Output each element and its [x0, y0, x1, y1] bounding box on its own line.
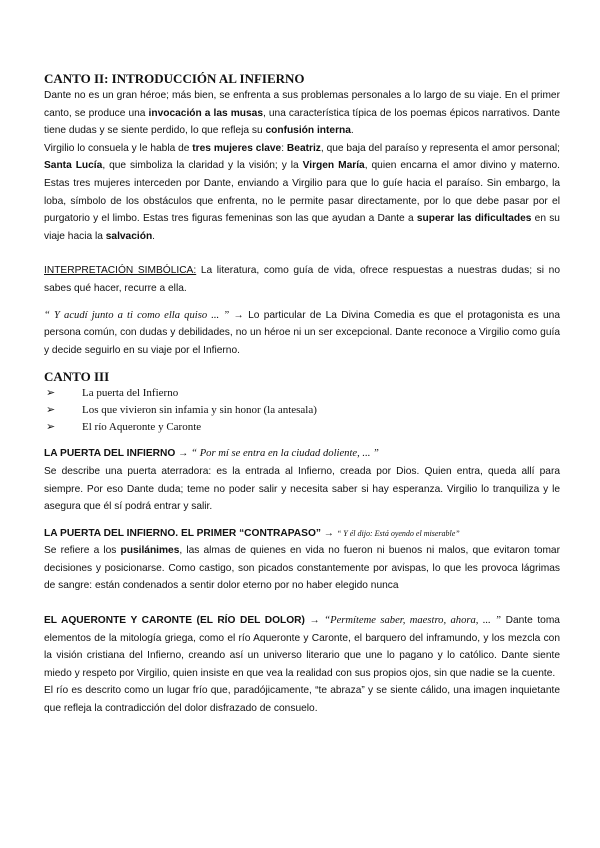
- section-heading-aqueronte: EL AQUERONTE Y CARONTE (EL RÍO DEL DOLOR): [44, 615, 305, 627]
- section-contrapaso-text: Se refiere a los pusilánimes, las almas de quienes en vida no fueron ni buenos ni malos, que evitaron tomar decisiones y posicionarse. Como castigo, son picados constantemente por avispas, lo que les provoca lágrimas de sangre: están condenados a sentir dolor eterno por no haber elegido nunca: [44, 545, 560, 592]
- section-aqueronte-text-2: El río es descrito como un lugar frío que, paradójicamente, “te abraza” y se siente cálido, una imagen inquietante que refleja la contradicción del dolor disfrazado de consuelo.: [44, 685, 560, 715]
- section-aqueronte: EL AQUERONTE Y CARONTE (EL RÍO DEL DOLOR) → “Permíteme saber, maestro, ahora, ... ” Dante toma elementos de la mitología griega, como el río Aqueronte y Caronte, el barquero del inframundo, y los mezcla con la visión cristiana del Infierno, creando así un universo literario que une lo pagano y lo católico. Dante siente miedo y respeto por Virgilio, quien insiste en que vea la realidad con sus propios ojos, sin que nadie se la cuente.: [44, 615, 560, 679]
- canto3-bullet-list: [44, 385, 560, 436]
- list-item: ➢ El río Aqueronte y Caronte: [44, 419, 560, 436]
- bullet-arrow-icon: ➢: [46, 421, 56, 434]
- section-heading-door: LA PUERTA DEL INFIERNO → “ Por mí se entra en la ciudad doliente, ... ”: [44, 448, 379, 460]
- bullet-arrow-icon: ➢: [46, 387, 56, 400]
- canto3-title: CANTO III: [44, 369, 110, 385]
- list-item: ➢ La puerta del Infierno: [44, 385, 560, 402]
- symbolic-interpretation-label: INTERPRETACIÓN SIMBÓLICA:: [44, 265, 197, 277]
- canto2-paragraph-2: Virgilio lo consuela y le habla de tres mujeres clave: Beatriz, que baja del paraíso y representa el amor personal; Santa Lucía, que simboliza la claridad y la visión; y la Virgen María, quien encarna el amor divino y materno. Estas tres mujeres interceden por Dante, enviando a Virgilio para que lo guíe hacia el paraíso. Sin embargo, la loba, símbolo de los obstáculos que enfrenta, no le permite pasar directamente, por lo que debe pasar por el purgatorio y el limbo. Estas tres figuras femeninas son las que ayudan a Dante a superar las dificultades en su viaje hacia la salvación.: [44, 142, 561, 242]
- section-heading-contrapaso: LA PUERTA DEL INFIERNO. EL PRIMER “CONTRAPASO” → “ Y él dijo: Está oyendo el miserable”: [44, 527, 460, 539]
- symbolic-interpretation: INTERPRETACIÓN SIMBÓLICA: La literatura, como guía de vida, ofrece respuestas a nuestras dudas; si no sabes qué hacer, recurre a ella.: [44, 265, 560, 294]
- quote-text: “ Y acudí junto a ti como ella quiso ... ”: [44, 309, 230, 321]
- canto2-paragraph-1: Dante no es un gran héroe; más bien, se enfrenta a sus problemas personales a lo largo de su viaje. En el primer canto, se produce una invocación a las musas, una característica típica de los poemas épicos narrativos. Dante tiene dudas y se siente perdido, lo que refleja su confusión interna.: [44, 90, 560, 137]
- document-page: [44, 70, 560, 718]
- section-door-text: Se describe una puerta aterradora: es la entrada al Infierno, creada por Dios. Quien entra, queda allí para siempre. Por eso Dante duda; teme no poder salir y necesita saber si hay esperanza. Virgilio lo tranquiliza y le asegura que él sí podrá entrar y salir.: [44, 465, 560, 513]
- list-item: ➢ Los que vivieron sin infamia y sin honor (la antesala): [44, 402, 560, 419]
- quote-paragraph: “ Y acudí junto a ti como ella quiso ... ” → Lo particular de La Divina Comedia es que el protagonista es una persona común, con dudas y debilidades, no un héroe ni un ser excepcional. Dante reconoce a Virgilio como guía y decide seguirlo en su viaje por el Infierno.: [44, 309, 561, 356]
- bullet-arrow-icon: ➢: [46, 404, 56, 417]
- canto2-title: CANTO II: INTRODUCCIÓN AL INFIERNO: [44, 71, 305, 86]
